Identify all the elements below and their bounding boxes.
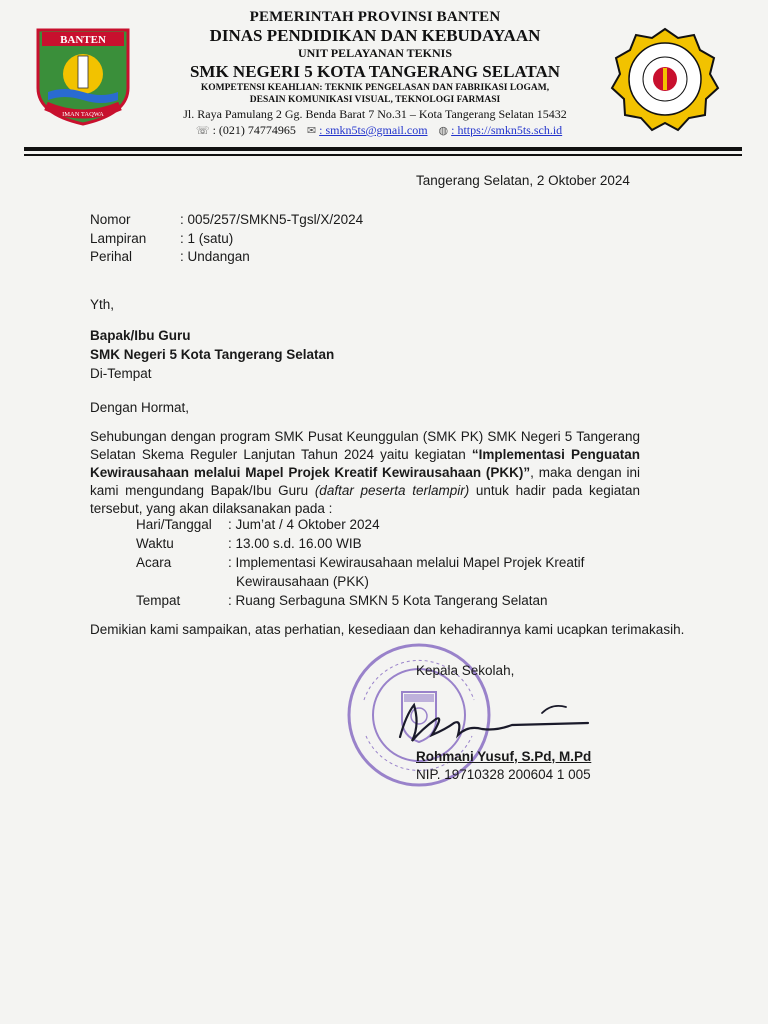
detail-label-event: Acara bbox=[136, 555, 172, 570]
recipient-line-3: Di-Tempat bbox=[90, 366, 152, 381]
phone-icon: ☏ bbox=[195, 125, 210, 137]
signatory-nip: NIP. 19710328 200604 1 005 bbox=[416, 767, 591, 782]
unit-name: UNIT PELAYANAN TEKNIS bbox=[297, 46, 453, 60]
government-name: PEMERINTAH PROVINSI BANTEN bbox=[249, 9, 501, 25]
meta-value-lampiran: : 1 (satu) bbox=[180, 231, 234, 246]
school-name: SMK NEGERI 5 KOTA TANGERANG SELATAN bbox=[189, 62, 561, 81]
emblem-bottom-text: IMAN TAQWA bbox=[62, 111, 104, 118]
meta-label-lampiran: Lampiran bbox=[90, 231, 147, 246]
website-link[interactable]: : https://smkn5ts.sch.id bbox=[451, 123, 563, 137]
recipient-line-1: Bapak/Ibu Guru bbox=[90, 328, 191, 343]
letter-date: Tangerang Selatan, 2 Oktober 2024 bbox=[416, 173, 630, 188]
email-icon: ✉ bbox=[306, 125, 317, 137]
meta-value-nomor: : 005/257/SMKN5-Tgsl/X/2024 bbox=[180, 212, 364, 227]
detail-value-date: : Jum’at / 4 Oktober 2024 bbox=[228, 517, 380, 532]
letterhead bbox=[0, 0, 768, 150]
greeting: Dengan Hormat, bbox=[90, 400, 190, 415]
competency-line-2: DESAIN KOMUNIKASI VISUAL, TEKNOLOGI FARMASI bbox=[249, 95, 501, 105]
meta-label-nomor: Nomor bbox=[90, 212, 131, 227]
salutation: Yth, bbox=[90, 297, 115, 312]
globe-icon: ◍ bbox=[438, 125, 449, 137]
detail-label-place: Tempat bbox=[136, 593, 181, 608]
contact-line bbox=[150, 122, 600, 139]
signatory-title: Kepala Sekolah, bbox=[416, 663, 515, 678]
department-name: DINAS PENDIDIKAN DAN KEBUDAYAAN bbox=[209, 26, 541, 45]
meta-value-perihal: : Undangan bbox=[180, 249, 250, 264]
meta-label-perihal: Perihal bbox=[90, 249, 133, 264]
body-text-3: untuk hadir pada kegiatan tersebut, yang akan dilaksanakan pada : bbox=[90, 483, 640, 516]
handwritten-signature-icon bbox=[392, 695, 602, 755]
detail-label-date: Hari/Tanggal bbox=[136, 517, 212, 532]
letterhead-text bbox=[150, 8, 600, 139]
email-link[interactable]: : smkn5ts@gmail.com bbox=[319, 123, 428, 137]
school-address: Jl. Raya Pamulang 2 Gg. Benda Barat 7 No.31 – Kota Tangerang Selatan 15432 bbox=[183, 107, 567, 121]
body-text-1: Sehubungan dengan program SMK Pusat Keunggulan (SMK PK) SMK Negeri 5 Tangerang Selatan Skema Reguler Lanjutan Tahun 2024 yaitu kegiatan bbox=[90, 429, 640, 462]
closing-text: Demikian kami sampaikan, atas perhatian, kesediaan dan kehadirannya kami ucapkan terimakasih. bbox=[90, 622, 685, 637]
letterhead-divider-thin bbox=[24, 154, 742, 156]
emblem-top-text: BANTEN bbox=[60, 34, 106, 46]
recipient-line-2: SMK Negeri 5 Kota Tangerang Selatan bbox=[90, 347, 335, 362]
body-text-2: , maka dengan ini kami mengundang Bapak/Ibu Guru bbox=[90, 465, 640, 498]
school-logo-icon bbox=[610, 26, 720, 132]
banten-emblem-icon bbox=[34, 26, 132, 126]
body-paragraph bbox=[90, 428, 640, 518]
competency-line-1: KOMPETENSI KEAHLIAN: TEKNIK PENGELASAN DAN FABRIKASI LOGAM, bbox=[200, 83, 550, 93]
signatory-name: Rohmani Yusuf, S.Pd, M.Pd bbox=[416, 749, 592, 764]
letterhead-divider-thick bbox=[24, 147, 742, 151]
detail-value-event: : Implementasi Kewirausahaan melalui Mapel Projek Kreatif bbox=[228, 555, 585, 570]
activity-title: “Implementasi Penguatan Kewirausahaan melalui Mapel Projek Kreatif Kewirausahaan (PKK)” bbox=[90, 447, 640, 480]
participants-note: (daftar peserta terlampir) bbox=[314, 483, 470, 498]
detail-value-time: : 13.00 s.d. 16.00 WIB bbox=[228, 536, 362, 551]
phone-number: : (021) 74774965 bbox=[212, 123, 296, 137]
detail-label-time: Waktu bbox=[136, 536, 174, 551]
detail-value-place: : Ruang Serbaguna SMKN 5 Kota Tangerang Selatan bbox=[228, 593, 548, 608]
detail-value-event-cont: Kewirausahaan (PKK) bbox=[236, 574, 369, 589]
